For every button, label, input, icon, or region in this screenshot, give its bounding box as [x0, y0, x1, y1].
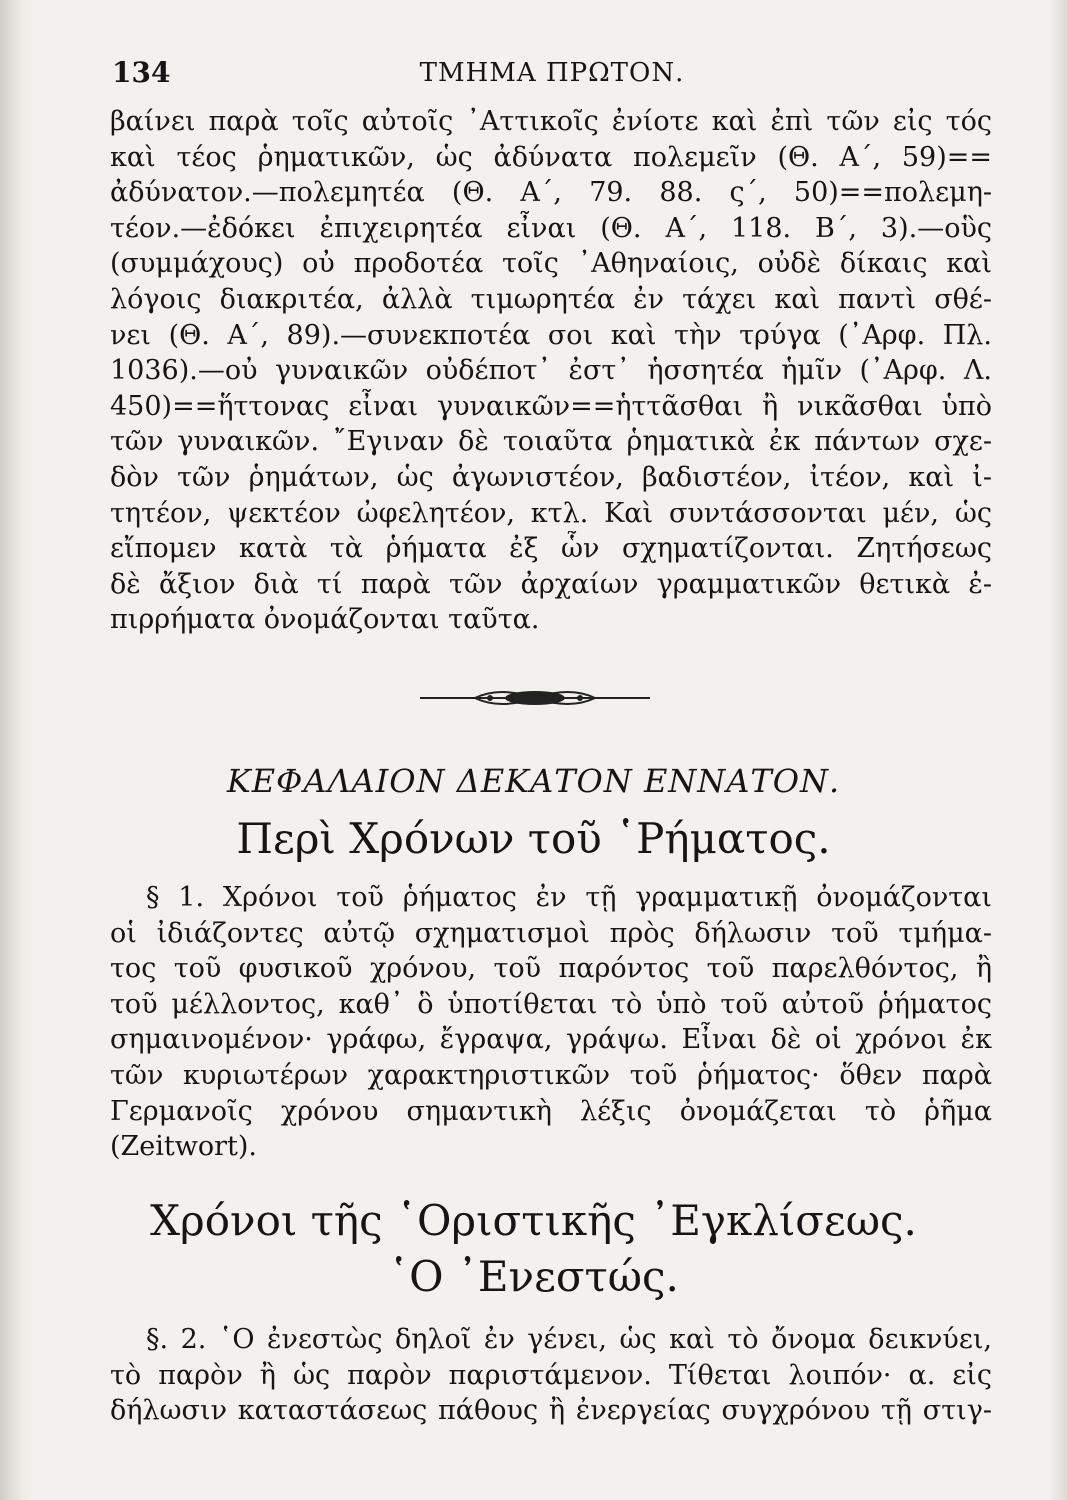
ornament-divider: [420, 684, 650, 712]
text-line: τοῦ μέλλοντος, καθ᾿ ὃ ὑποτίθεται τὸ ὑπὸ τοῦ αὐτοῦ ῥήματος: [110, 988, 992, 1020]
text-line: δὸν τῶν ῥημάτων, ὡς ἀγωνιστέον, βαδιστέον, ἰτέον, καὶ ἰ-: [110, 461, 992, 493]
paragraph-section-1: [110, 880, 992, 1165]
text-line: 1036).—οὐ γυναικῶν οὐδέποτ᾿ ἐστ᾿ ἡσσητέα ἡμῖν (᾿Αρφ. Λ.: [110, 355, 992, 387]
text-line: οἱ ἰδιάζοντες αὐτῷ σχηματισμοὶ πρὸς δήλωσιν τοῦ τμήμα-: [110, 917, 992, 949]
text-line: καὶ τέος ῥηματικῶν, ὡς ἀδύνατα πολεμεῖν (Θ. Α΄, 59)==: [110, 141, 992, 173]
text-line: δὲ ἄξιον διὰ τί παρὰ τῶν ἀρχαίων γραμματικῶν θετικὰ ἐ-: [110, 568, 992, 600]
page-header: [112, 56, 992, 96]
text-line: σημαινομένον· γράφω, ἔγραψα, γράψω. Εἶναι δὲ οἱ χρόνοι ἐκ: [110, 1024, 992, 1056]
text-line: βαίνει παρὰ τοῖς αὐτοῖς ᾿Αττικοῖς ἐνίοτε καὶ ἐπὶ τῶν εἰς τός: [110, 106, 992, 137]
text-line: τῶν κυριωτέρων χαρακτηριστικῶν τοῦ ῥήματος· ὅθεν παρὰ: [110, 1059, 992, 1091]
paragraph-section-2: [110, 1322, 992, 1429]
text-line: τῶν γυναικῶν. ῎Εγιναν δὲ τοιαῦτα ῥηματικὰ ἐκ πάντων σχε-: [110, 426, 992, 458]
text-line: τος τοῦ φυσικοῦ χρόνου, τοῦ παρόντος τοῦ παρελθόντος, ἢ: [110, 953, 992, 985]
text-line: ἀδύνατον.—πολεμητέα (Θ. Α΄, 79. 88. ς΄, 50)==πολεμη-: [110, 177, 992, 209]
subheading-present-tense: ῾Ο ᾿Ενεστώς.: [388, 1252, 679, 1301]
text-line: νει (Θ. Α΄, 89).—συνεκποτέα σοι καὶ τὴν τρύγα (᾿Αρφ. Πλ.: [110, 319, 992, 351]
text-line: τέον.—ἐδόκει ἐπιχειρητέα εἶναι (Θ. Α΄, 118. Β΄, 3).—οὓς: [110, 212, 992, 244]
paragraph-verbal-adjectives: [110, 104, 992, 638]
text-line: εἴπομεν κατὰ τὰ ῥήματα ἐξ ὧν σχηματίζονται. Ζητήσεως: [110, 533, 992, 565]
text-line: § 1. Χρόνοι τοῦ ῥήματος ἐν τῇ γραμματικῇ ὀνομάζονται: [146, 882, 992, 913]
subheading-indicative-tenses: Χρόνοι τῆς ῾Οριστικῆς ᾿Εγκλίσεως.: [150, 1196, 917, 1245]
text-line: (συμμάχους) οὐ προδοτέα τοῖς ᾿Αθηναίοις, οὐδὲ δίκαις καὶ: [110, 248, 992, 280]
text-line: §. 2. ῾Ο ἐνεστὼς δηλοῖ ἐν γένει, ὡς καὶ τὸ ὄνομα δεικνύει,: [146, 1324, 992, 1355]
text-line: πιρρήματα ὀνομάζονται ταῦτα.: [110, 604, 540, 636]
text-line: (Zeitwort).: [110, 1131, 257, 1163]
page-number: 134: [112, 56, 171, 89]
text-line: δήλωσιν καταστάσεως πάθους ἢ ἐνεργείας συγχρόνου τῇ στιγ-: [110, 1395, 992, 1427]
chapter-heading: ΚΕΦΑΛΑΙΟΝ ΔΕΚΑΤΟΝ ΕΝΝΑΤΟΝ.: [226, 762, 841, 800]
running-head: ΤΜΗΜΑ ΠΡΩΤΟΝ.: [419, 58, 685, 88]
section-title: Περὶ Χρόνων τοῦ ῾Ρήματος.: [236, 814, 831, 863]
text-line: τὸ παρὸν ἢ ὡς παρὸν παριστάμενον. Τίθεται λοιπόν· α. εἰς: [110, 1359, 992, 1391]
text-line: 450)==ἥττονας εἶναι γυναικῶν==ἡττᾶσθαι ἢ νικᾶσθαι ὑπὸ: [110, 390, 992, 422]
text-line: λόγοις διακριτέα, ἀλλὰ τιμωρητέα ἐν τάχει καὶ παντὶ σθέ-: [110, 283, 992, 315]
text-line: τητέον, ψεκτέον ὠφελητέον, κτλ. Καὶ συντάσσονται μέν, ὡς: [110, 497, 992, 529]
text-line: Γερμανοῖς χρόνου σημαντικὴ λέξις ὀνομάζεται τὸ ῥῆμα: [110, 1095, 992, 1127]
